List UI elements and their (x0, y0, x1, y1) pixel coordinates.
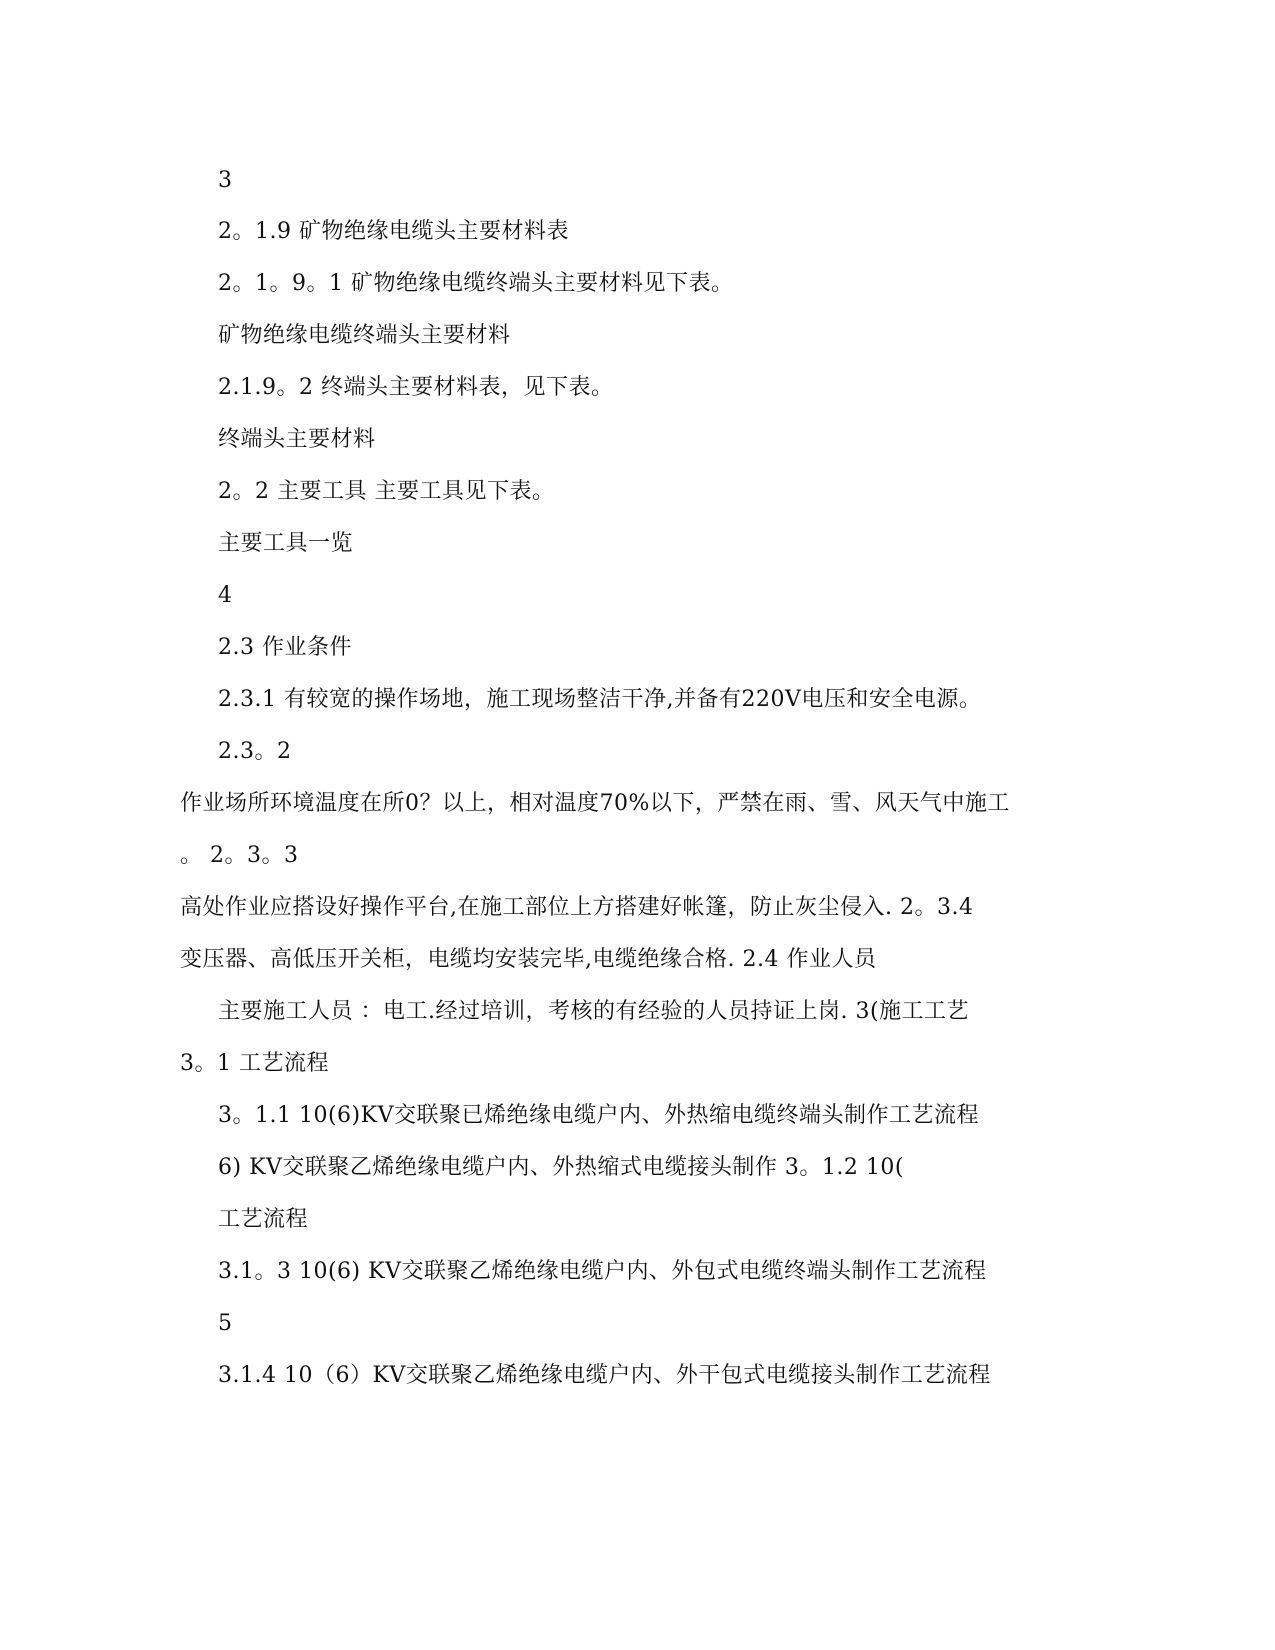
paragraph-line: 变压器、高低压开关柜，电缆均安装完毕,电缆绝缘合格. 2.4 作业人员 (180, 947, 877, 972)
page-number: 5 (218, 1311, 233, 1336)
paragraph-line: 3。1.1 10(6)KV交联聚已烯绝缘电缆户内、外热缩电缆终端头制作工艺流程 (218, 1103, 979, 1128)
paragraph-line: 工艺流程 (218, 1207, 309, 1232)
paragraph-line: 3.1。3 10(6) KV交联聚乙烯绝缘电缆户内、外包式电缆终端头制作工艺流程 (218, 1259, 987, 1284)
paragraph-line: 2.1.9。2 终端头主要材料表，见下表。 (218, 375, 614, 400)
paragraph-line: 作业场所环境温度在所0？以上，相对温度70%以下，严禁在雨、雪、风天气中施工 (180, 791, 1010, 816)
paragraph-line: 6) KV交联聚乙烯绝缘电缆户内、外热缩式电缆接头制作 3。1.2 10( (218, 1155, 904, 1180)
page-number: 4 (218, 583, 233, 608)
paragraph-line: 高处作业应搭设好操作平台,在施工部位上方搭建好帐篷，防止灰尘侵入. 2。3.4 (180, 895, 974, 920)
paragraph-line: 。 2。3。3 (180, 843, 299, 868)
table-caption: 主要工具一览 (218, 531, 354, 556)
paragraph-line: 2.3。2 (218, 739, 292, 764)
section-heading: 3。1 工艺流程 (180, 1051, 329, 1076)
section-heading: 2.3 作业条件 (218, 635, 352, 660)
page-number: 3 (218, 168, 233, 193)
paragraph-line: 主要施工人员 ：电工.经过培训，考核的有经验的人员持证上岗. 3(施工工艺 (218, 999, 970, 1024)
section-heading: 2。1.9 矿物绝缘电缆头主要材料表 (218, 219, 569, 244)
table-caption: 终端头主要材料 (218, 427, 376, 452)
paragraph-line: 2.3.1 有较宽的操作场地，施工现场整洁干净,并备有220V电压和安全电源。 (218, 687, 982, 712)
paragraph-line: 2。1。9。1 矿物绝缘电缆终端头主要材料见下表。 (218, 271, 734, 296)
paragraph-line: 3.1.4 10（6）KV交联聚乙烯绝缘电缆户内、外干包式电缆接头制作工艺流程 (218, 1363, 991, 1388)
section-heading: 2。2 主要工具 主要工具见下表。 (218, 479, 555, 504)
table-caption: 矿物绝缘电缆终端头主要材料 (218, 323, 511, 348)
